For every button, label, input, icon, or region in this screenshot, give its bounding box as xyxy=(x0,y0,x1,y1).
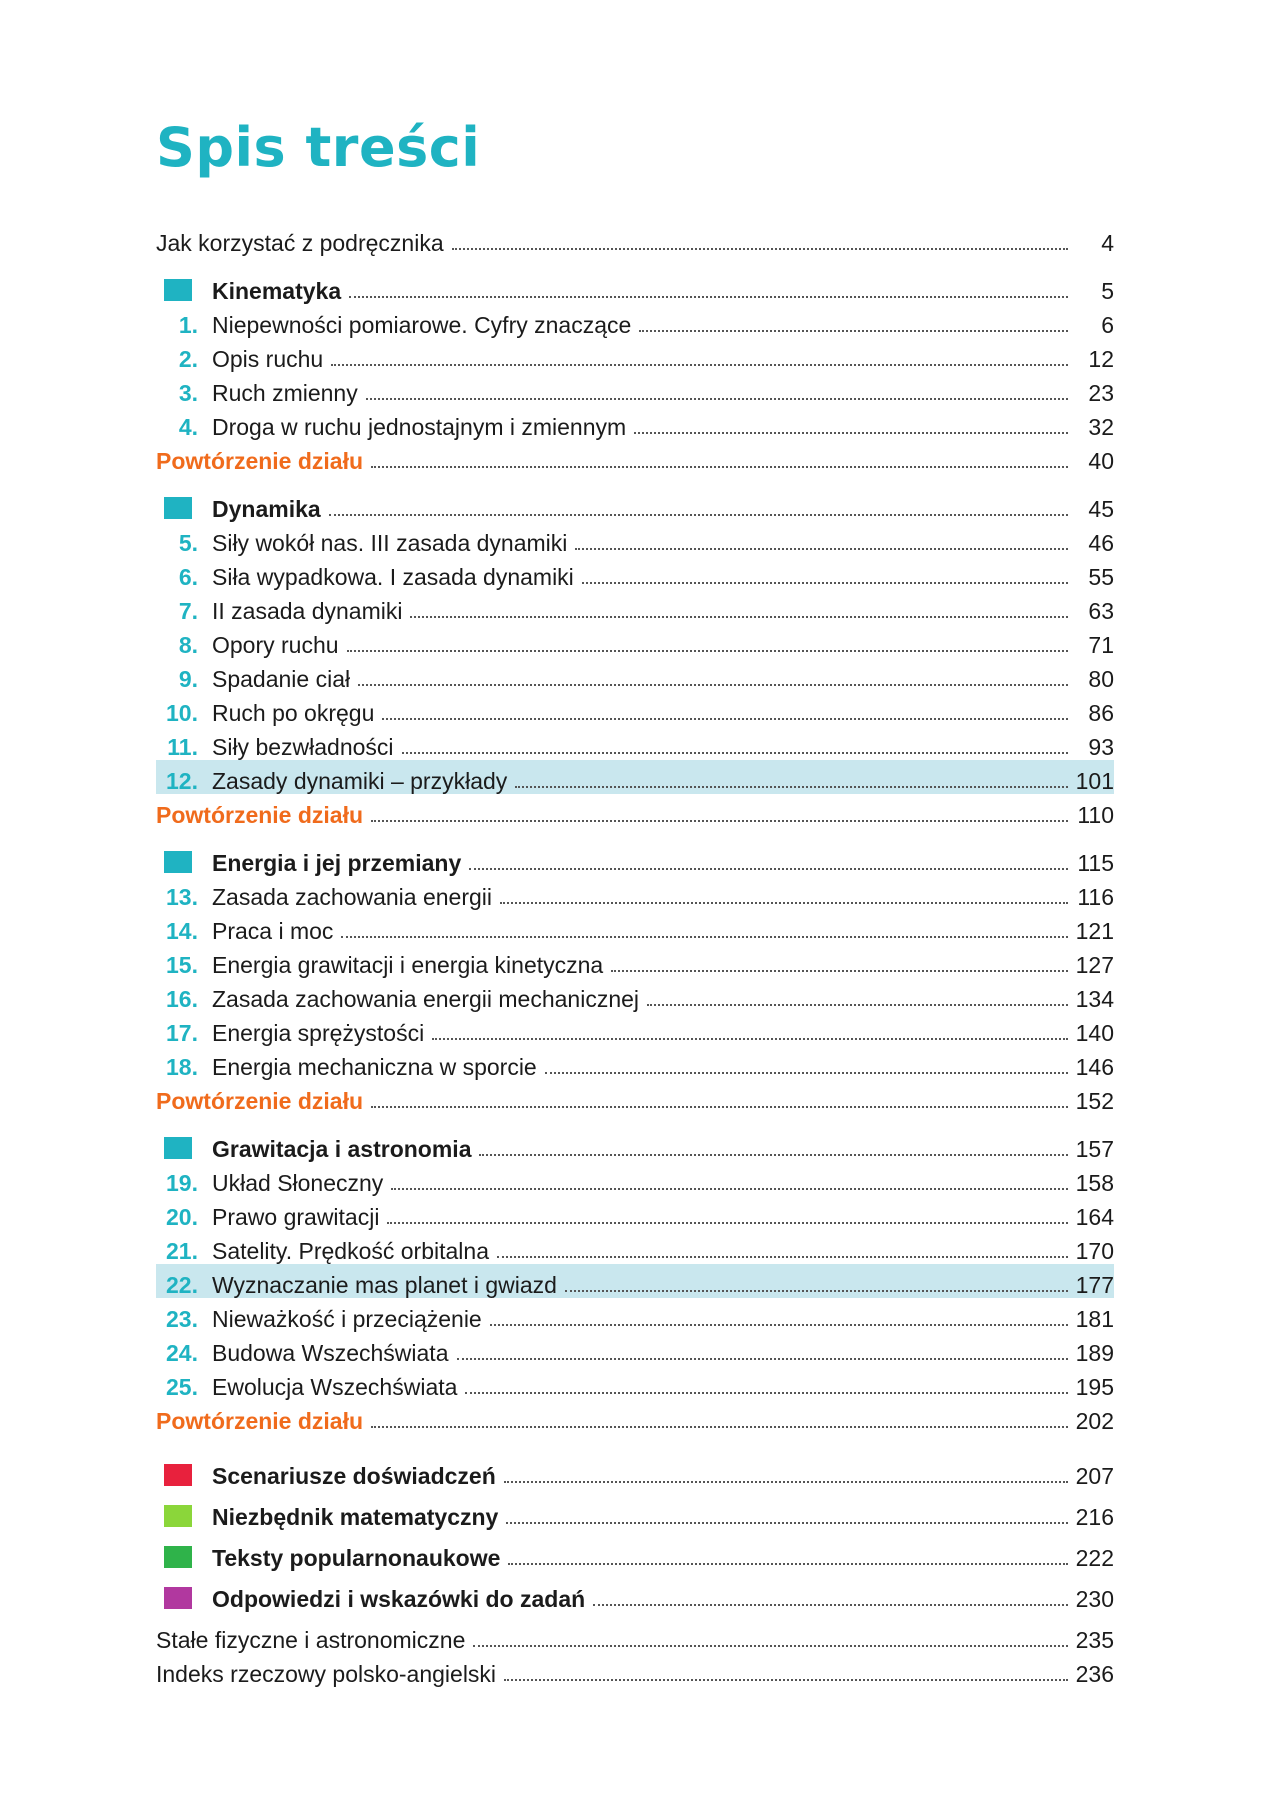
entry-lead xyxy=(156,1463,496,1489)
page-number: 207 xyxy=(1075,1463,1114,1489)
section-square-icon xyxy=(164,1546,192,1568)
dot-leader xyxy=(497,1256,1068,1258)
toc-entry-intro[interactable] xyxy=(156,222,1114,256)
entry-lead xyxy=(156,1054,537,1080)
toc-lesson-entry[interactable] xyxy=(156,910,1114,944)
entry-lead xyxy=(156,278,341,304)
lesson-number: 9. xyxy=(178,666,198,692)
page-number: 177 xyxy=(1075,1272,1114,1298)
page-number: 157 xyxy=(1075,1136,1114,1162)
entry-lead xyxy=(156,1170,383,1196)
entry-label: Praca i moc xyxy=(212,918,334,944)
lesson-number: 24. xyxy=(166,1340,198,1366)
entry-lead xyxy=(156,1204,379,1230)
dot-leader xyxy=(432,1038,1068,1040)
page-number: 216 xyxy=(1075,1504,1114,1530)
page-number: 63 xyxy=(1088,598,1114,624)
entry-lead xyxy=(156,414,626,440)
entry-label: Ruch zmienny xyxy=(212,380,358,406)
toc-lesson-entry[interactable] xyxy=(156,522,1114,556)
toc-lesson-entry[interactable] xyxy=(156,1366,1114,1400)
entry-label: Scenariusze doświadczeń xyxy=(212,1463,496,1489)
toc-lesson-entry[interactable] xyxy=(156,978,1114,1012)
lesson-number: 22. xyxy=(166,1272,198,1298)
entry-label: Ewolucja Wszechświata xyxy=(212,1374,458,1400)
entry-label: Droga w ruchu jednostajnym i zmiennym xyxy=(212,414,627,440)
dot-leader xyxy=(347,650,1068,652)
dot-leader xyxy=(371,1426,1068,1428)
page-number: 202 xyxy=(1075,1408,1114,1434)
lesson-number: 5. xyxy=(178,530,198,556)
toc-lesson-entry[interactable] xyxy=(156,556,1114,590)
page-number: 236 xyxy=(1075,1661,1114,1687)
lesson-number: 14. xyxy=(166,918,198,944)
entry-lead xyxy=(156,230,444,256)
lesson-number: 13. xyxy=(166,884,198,910)
toc-review-entry[interactable] xyxy=(156,1080,1114,1114)
toc-lesson-entry[interactable] xyxy=(156,658,1114,692)
entry-lead xyxy=(156,448,363,474)
page-number: 55 xyxy=(1088,564,1114,590)
entry-lead xyxy=(156,1088,363,1114)
lesson-number: 6. xyxy=(178,564,198,590)
page-number: 23 xyxy=(1088,380,1114,406)
dot-leader xyxy=(457,1358,1069,1360)
entry-lead xyxy=(156,1136,471,1162)
dot-leader xyxy=(508,1563,1068,1565)
lesson-number: 19. xyxy=(166,1170,198,1196)
entry-label: Grawitacja i astronomia xyxy=(212,1136,472,1162)
page-number: 152 xyxy=(1075,1088,1114,1114)
toc-lesson-entry[interactable] xyxy=(156,372,1114,406)
entry-lead xyxy=(156,802,363,828)
lesson-number: 12. xyxy=(166,768,198,794)
dot-leader xyxy=(634,432,1068,434)
entry-lead xyxy=(156,884,492,910)
entry-label: Jak korzystać z podręcznika xyxy=(156,230,444,256)
page-number: 32 xyxy=(1088,414,1114,440)
entry-lead xyxy=(156,1374,457,1400)
toc-section-heading[interactable] xyxy=(156,1128,1114,1162)
entry-lead xyxy=(156,1020,424,1046)
lesson-number: 18. xyxy=(166,1054,198,1080)
lesson-number: 17. xyxy=(166,1020,198,1046)
page-number: 110 xyxy=(1077,802,1114,828)
entry-lead xyxy=(156,312,631,338)
dot-leader xyxy=(391,1188,1068,1190)
dot-leader xyxy=(366,398,1068,400)
entry-label: Satelity. Prędkość orbitalna xyxy=(212,1238,489,1264)
toc-lesson-entry[interactable] xyxy=(156,1298,1114,1332)
dot-leader xyxy=(382,718,1068,720)
dot-leader xyxy=(469,868,1068,870)
dot-leader xyxy=(331,364,1068,366)
page-number: 80 xyxy=(1088,666,1114,692)
entry-label: Siła wypadkowa. I zasada dynamiki xyxy=(212,564,574,590)
page-number: 235 xyxy=(1075,1627,1114,1653)
entry-lead xyxy=(156,1408,363,1434)
entry-lead xyxy=(156,850,461,876)
entry-lead xyxy=(156,1272,557,1298)
entry-label: II zasada dynamiki xyxy=(212,598,403,624)
entry-lead xyxy=(156,700,374,726)
entry-label: Energia sprężystości xyxy=(212,1020,425,1046)
dot-leader xyxy=(329,514,1068,516)
section-square-icon xyxy=(164,1587,192,1609)
page-number: 93 xyxy=(1088,734,1114,760)
toc-extra-entry[interactable] xyxy=(156,1530,1114,1571)
entry-label: Opis ruchu xyxy=(212,346,324,372)
lesson-number: 20. xyxy=(166,1204,198,1230)
toc-lesson-entry[interactable] xyxy=(156,406,1114,440)
spacer xyxy=(156,1612,1114,1619)
toc-review-entry[interactable] xyxy=(156,1400,1114,1434)
spacer xyxy=(156,474,1114,488)
entry-label: Nieważkość i przeciążenie xyxy=(212,1306,482,1332)
entry-label: Zasada zachowania energii mechanicznej xyxy=(212,986,640,1012)
dot-leader xyxy=(506,1522,1068,1524)
toc-lesson-entry[interactable] xyxy=(156,692,1114,726)
dot-leader xyxy=(473,1645,1068,1647)
dot-leader xyxy=(341,936,1068,938)
page-number: 12 xyxy=(1088,346,1114,372)
page-number: 146 xyxy=(1075,1054,1114,1080)
dot-leader xyxy=(504,1679,1068,1681)
page-number: 181 xyxy=(1075,1306,1114,1332)
entry-label: Prawo grawitacji xyxy=(212,1204,380,1230)
lesson-number: 4. xyxy=(178,414,198,440)
entry-lead xyxy=(156,1306,482,1332)
entry-label: Dynamika xyxy=(212,496,321,522)
page-number: 46 xyxy=(1088,530,1114,556)
dot-leader xyxy=(358,684,1068,686)
toc-section-heading[interactable] xyxy=(156,842,1114,876)
dot-leader xyxy=(565,1290,1068,1292)
entry-label: Powtórzenie działu xyxy=(156,1408,364,1434)
entry-lead xyxy=(156,1238,489,1264)
entry-label: Opory ruchu xyxy=(212,632,339,658)
dot-leader xyxy=(371,466,1068,468)
entry-lead xyxy=(156,530,567,556)
entry-lead xyxy=(156,598,402,624)
lesson-number: 10. xyxy=(166,700,198,726)
entry-label: Zasada zachowania energii xyxy=(212,884,493,910)
dot-leader xyxy=(515,786,1068,788)
entry-lead xyxy=(156,346,323,372)
page-number: 86 xyxy=(1088,700,1114,726)
entry-lead xyxy=(156,1504,498,1530)
toc-lesson-entry[interactable] xyxy=(156,726,1114,760)
entry-label: Energia i jej przemiany xyxy=(212,850,462,876)
page-number: 45 xyxy=(1088,496,1114,522)
entry-lead xyxy=(156,496,321,522)
page-number: 115 xyxy=(1077,850,1114,876)
page-number: 189 xyxy=(1075,1340,1114,1366)
toc-extra-entry[interactable] xyxy=(156,1489,1114,1530)
lesson-number: 25. xyxy=(166,1374,198,1400)
entry-label: Siły bezwładności xyxy=(212,734,394,760)
entry-lead xyxy=(156,986,639,1012)
dot-leader xyxy=(639,330,1068,332)
toc-lesson-entry[interactable] xyxy=(156,1046,1114,1080)
toc-extra-entry[interactable] xyxy=(156,1571,1114,1612)
lesson-number: 7. xyxy=(178,598,198,624)
toc-section-heading[interactable] xyxy=(156,270,1114,304)
dot-leader xyxy=(504,1481,1068,1483)
entry-label: Zasady dynamiki – przykłady xyxy=(212,768,508,794)
entry-label: Budowa Wszechświata xyxy=(212,1340,449,1366)
dot-leader xyxy=(582,582,1068,584)
toc-lesson-entry[interactable] xyxy=(156,1162,1114,1196)
entry-label: Niezbędnik matematyczny xyxy=(212,1504,499,1530)
dot-leader xyxy=(575,548,1068,550)
toc-extra-entry[interactable] xyxy=(156,1448,1114,1489)
entry-lead xyxy=(156,666,350,692)
spacer xyxy=(156,256,1114,270)
page-number: 116 xyxy=(1077,884,1114,910)
section-square-icon xyxy=(164,1505,192,1527)
toc-lesson-entry[interactable] xyxy=(156,1230,1114,1264)
entry-label: Ruch po okręgu xyxy=(212,700,375,726)
lesson-number: 2. xyxy=(178,346,198,372)
page-title: Spis treści xyxy=(156,116,481,179)
toc-lesson-entry[interactable] xyxy=(156,590,1114,624)
page-number: 101 xyxy=(1075,768,1114,794)
entry-label: Teksty popularnonaukowe xyxy=(212,1545,501,1571)
toc-lesson-entry[interactable] xyxy=(156,304,1114,338)
lesson-number: 11. xyxy=(167,734,198,760)
lesson-number: 1. xyxy=(178,312,198,338)
entry-label: Układ Słoneczny xyxy=(212,1170,384,1196)
toc-review-entry[interactable] xyxy=(156,794,1114,828)
dot-leader xyxy=(545,1072,1068,1074)
page-number: 158 xyxy=(1075,1170,1114,1196)
entry-lead xyxy=(156,1340,449,1366)
toc-appendix-entry[interactable] xyxy=(156,1619,1114,1653)
entry-lead xyxy=(156,952,603,978)
entry-lead xyxy=(156,632,339,658)
entry-label: Odpowiedzi i wskazówki do zadań xyxy=(212,1586,586,1612)
entry-lead xyxy=(156,564,574,590)
page-number: 164 xyxy=(1075,1204,1114,1230)
page-number: 121 xyxy=(1075,918,1114,944)
toc-lesson-entry[interactable] xyxy=(156,760,1114,794)
spacer xyxy=(156,1114,1114,1128)
entry-lead xyxy=(156,918,333,944)
dot-leader xyxy=(465,1392,1068,1394)
page-number: 71 xyxy=(1088,632,1114,658)
toc-lesson-entry[interactable] xyxy=(156,624,1114,658)
toc-lesson-entry[interactable] xyxy=(156,1196,1114,1230)
entry-lead xyxy=(156,1586,585,1612)
dot-leader xyxy=(490,1324,1068,1326)
page-number: 5 xyxy=(1101,278,1114,304)
entry-lead xyxy=(156,1545,500,1571)
entry-lead xyxy=(156,734,394,760)
entry-lead xyxy=(156,380,358,406)
entry-label: Spadanie ciał xyxy=(212,666,351,692)
dot-leader xyxy=(593,1604,1068,1606)
lesson-number: 23. xyxy=(166,1306,198,1332)
entry-label: Kinematyka xyxy=(212,278,342,304)
entry-label: Powtórzenie działu xyxy=(156,448,364,474)
toc-lesson-entry[interactable] xyxy=(156,876,1114,910)
section-square-icon xyxy=(164,1137,192,1159)
lesson-number: 16. xyxy=(166,986,198,1012)
page-number: 140 xyxy=(1075,1020,1114,1046)
toc-lesson-entry[interactable] xyxy=(156,338,1114,372)
entry-label: Indeks rzeczowy polsko-angielski xyxy=(156,1661,497,1687)
entry-label: Niepewności pomiarowe. Cyfry znaczące xyxy=(212,312,632,338)
toc-lesson-entry[interactable] xyxy=(156,1012,1114,1046)
spacer xyxy=(156,828,1114,842)
entry-label: Powtórzenie działu xyxy=(156,1088,364,1114)
dot-leader xyxy=(611,970,1068,972)
toc-lesson-entry[interactable] xyxy=(156,944,1114,978)
entry-lead xyxy=(156,768,507,794)
dot-leader xyxy=(410,616,1068,618)
page-number: 222 xyxy=(1075,1545,1114,1571)
dot-leader xyxy=(452,248,1068,250)
entry-label: Siły wokół nas. III zasada dynamiki xyxy=(212,530,568,556)
toc-appendix-entry[interactable] xyxy=(156,1653,1114,1687)
lesson-number: 21. xyxy=(166,1238,198,1264)
dot-leader xyxy=(371,820,1068,822)
toc-lesson-entry[interactable] xyxy=(156,1264,1114,1298)
dot-leader xyxy=(371,1106,1068,1108)
table-of-contents xyxy=(156,222,1114,1687)
toc-section-heading[interactable] xyxy=(156,488,1114,522)
page-number: 6 xyxy=(1101,312,1114,338)
lesson-number: 15. xyxy=(166,952,198,978)
page-number: 40 xyxy=(1088,448,1114,474)
section-square-icon xyxy=(164,497,192,519)
toc-lesson-entry[interactable] xyxy=(156,1332,1114,1366)
page-number: 195 xyxy=(1075,1374,1114,1400)
page-number: 4 xyxy=(1101,230,1114,256)
lesson-number: 3. xyxy=(178,380,198,406)
section-square-icon xyxy=(164,279,192,301)
dot-leader xyxy=(402,752,1068,754)
page-number: 170 xyxy=(1075,1238,1114,1264)
page-number: 127 xyxy=(1075,952,1114,978)
page-number: 230 xyxy=(1075,1586,1114,1612)
entry-lead xyxy=(156,1627,465,1653)
dot-leader xyxy=(479,1154,1068,1156)
entry-label: Energia grawitacji i energia kinetyczna xyxy=(212,952,604,978)
dot-leader xyxy=(387,1222,1068,1224)
dot-leader xyxy=(500,902,1068,904)
section-square-icon xyxy=(164,1464,192,1486)
entry-label: Wyznaczanie mas planet i gwiazd xyxy=(212,1272,557,1298)
entry-label: Energia mechaniczna w sporcie xyxy=(212,1054,537,1080)
entry-label: Powtórzenie działu xyxy=(156,802,364,828)
dot-leader xyxy=(349,296,1068,298)
entry-lead xyxy=(156,1661,496,1687)
toc-review-entry[interactable] xyxy=(156,440,1114,474)
lesson-number: 8. xyxy=(178,632,198,658)
dot-leader xyxy=(647,1004,1068,1006)
entry-label: Stałe fizyczne i astronomiczne xyxy=(156,1627,466,1653)
section-square-icon xyxy=(164,851,192,873)
spacer xyxy=(156,1434,1114,1448)
page-number: 134 xyxy=(1075,986,1114,1012)
